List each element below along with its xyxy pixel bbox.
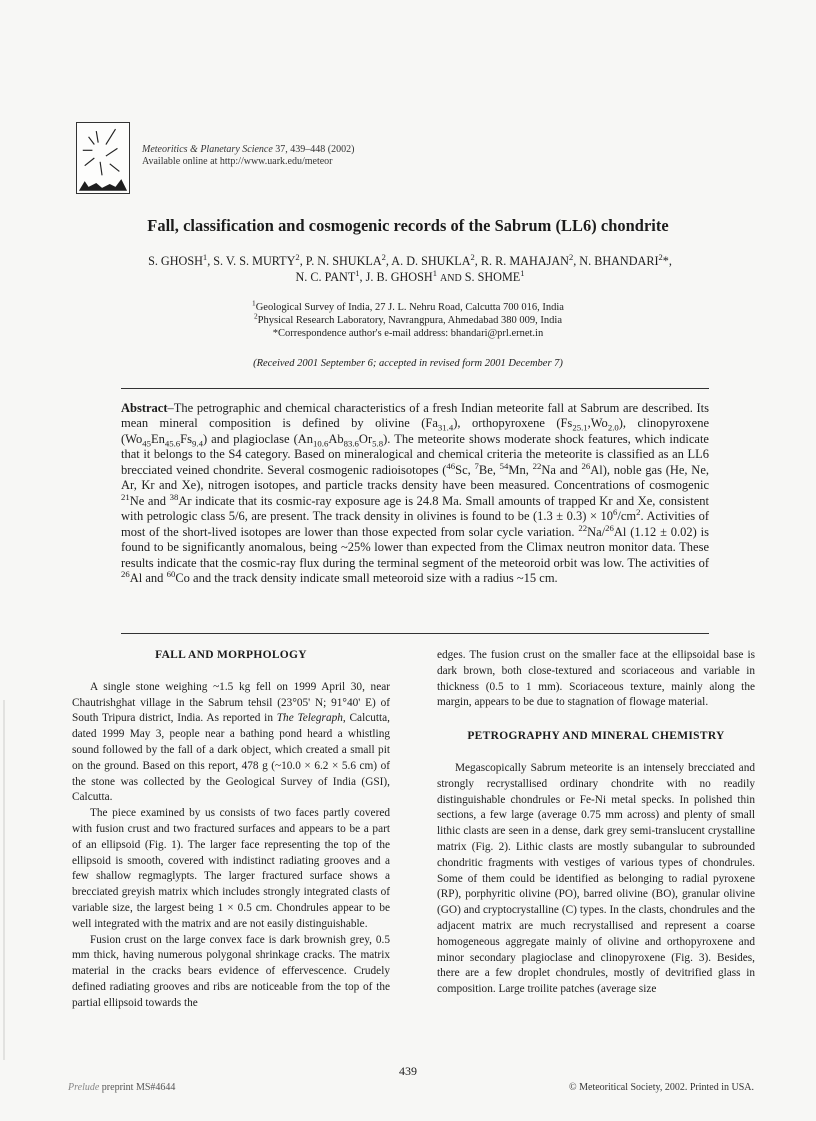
copyright-notice: © Meteoritical Society, 2002. Printed in USA. [569,1082,754,1093]
page-number: 439 [399,1064,417,1078]
journal-header [142,144,354,168]
paper-title: Fall, classification and cosmogenic records of the Sabrum (LL6) chondrite [147,216,669,235]
right-column [437,648,755,998]
received-dates: (Received 2001 September 6; accepted in revised form 2001 December 7) [253,358,563,369]
abstract [121,401,709,586]
paragraph: Megascopically Sabrum meteorite is an intensely brecciated and strongly recrystallised ordinary chondrite with no readily distinguishable chondrules or Fe-Ni metal specks. In polished thin sections, a few large (average 0.75 mm across) and plenty of small lithic clasts are seen in a dense, dark grey semi-translucent crystalline matrix (Fig. 2). Lithic clasts are mostly subangular to subrounded chondritic fragments with vestiges of various types of chondrules. Some of them could be identified as belonging to radial pyroxene (RP), porphyritic olivine (PO), barred olivine (BO), granular olivine (GO) and cryptocrystalline (C) types. In the clasts, chondrules and the adjacent matrix are much recrystallised and represent a coarse homogeneous aggregate mainly of olivine and orthopyroxene and minor secondary plagioclase and clinopyroxene (Fig. 3). Besides, there are a few droplet chondrules, mostly of devitrified glass in composition. Large troilite patches (average size [437,761,755,996]
section-heading-fall: FALL AND MORPHOLOGY [155,649,307,661]
paragraph: A single stone weighing ~1.5 kg fell on 1999 April 30, near Chautrishghat village in the Sabrum tehsil (23°05' N; 91°40' E) of South Tripura district, India. As reported in The Telegraph, Calcutta, dated 1999 May 3, people near a bathing pond heard a whistling sound followed by the fall of a dark object, which created a small pit on the ground. Based on this report, 478 g (~10.0 × 6.2 × 5.6 cm) of the stone was collected by the Geological Survey of India (GSI), Calcutta. [72,680,390,804]
paragraph: The piece examined by us consists of two faces partly covered with fusion crust and two fractured surfaces and appears to be a part of an ellipsoid (Fig. 1). The larger face representing the top of the ellipsoid is smooth, covered with indistinct radiating grooves and a few shallow regmaglypts. The larger fractured surface shows a brecciated greyish matrix which includes strongly integrated clasts of variable size, the largest being 1 × 0.5 cm. Chondrules appear to be well integrated with the matrix and are not easily distinguishable. [72,807,390,930]
journal-logo [76,122,130,194]
abstract-top-rule [121,388,709,389]
section-heading-petrography: PETROGRAPHY AND MINERAL CHEMISTRY [467,730,725,743]
journal-name: Meteoritics & Planetary Science [142,144,273,155]
affiliation-1: $^1$Geological Survey of India, 27 J. L. Nehru Road, Calcutta 700 016, India [252,298,564,313]
prelude-mark: Prelude [68,1082,100,1093]
abstract-label: Abstract [121,401,168,415]
journal-reference: 37, 439–448 (2002) [272,144,355,155]
journal-availability: Available online at http://www.uark.edu/meteor [142,156,333,167]
preprint-id: preprint MS#4644 [99,1082,176,1093]
preprint-label [68,1082,175,1093]
abstract-text: –The petrographic and chemical characteristics of a fresh Indian meteorite fall at Sabrum are described. Its mean mineral composition is defined by olivine $(Fa_{31.4})$, orthopyroxene $(Fs_{25.1},Wo_{2.0})$, clinopyroxene $(Wo_{45}En_{45.6}Fs_{9.4})$ and plagioclase $(An_{10.6}Ab_{83.6}Or_{5.8})$. The meteorite shows moderate shock features, which indicate that it belongs to the S4 category. Based on mineralogical and chemical criteria the meteorite is classified as an LL6 brecciated veined chondrite. Several cosmogenic radioisotopes ($^{46}$Sc, $^7$Be, $^{54}$Mn, $^{22}$Na and $^{26}$Al), noble gas (He, Ne, Ar, Kr and Xe), nitrogen isotopes, and particle tracks density have been measured. Concentrations of cosmogenic $^{21}$Ne and $^{38}$Ar indicate that its cosmic-ray exposure age is 24.8 Ma. Small amounts of trapped Kr and Xe, consistent with petrologic class 5/6, are present. The track density in olivines is found to be $(1.3 \pm 0.3) \times 10^6/cm^2$. Activities of most of the short-lived isotopes are lower than those expected from solar cycle variation. $^{22}$Na/$^{26}$Al (1.12 ± 0.02) is found to be significantly anomalous, being ~25% lower than expected from the Climax neutron monitor data. These results indicate that the cosmic-ray flux during the terminal segment of the meteoroid orbit was low. The activities of $^{26}$Al and $^{60}$Co and the track density indicate small meteoroid size with a radius ~15 cm. [121,401,709,585]
affiliations [0,298,816,341]
author-list: S. GHOSH$^1$, S. V. S. MURTY$^2$, P. N. SHUKLA$^2$, A. D. SHUKLA$^2$, R. R. MAHAJAN$^2$, N. BHANDARI$^2$*, N. C. PANT$^1$, J. B. GHOSH$^1$ AND S. SHOME$^1$ [148,251,672,284]
paragraph-continuation: edges. The fusion crust on the smaller face at the ellipsoidal base is dark brown, both close-textured and scoriaceous and variable in thickness (0.5 to 1 mm). Scoriaceous texture, mainly along the margin, appears to be due to stagnation of flowage material. [437,649,755,709]
scan-edge-mark [3,700,5,1060]
left-column [72,648,390,1012]
affiliation-2: $^2$Physical Research Laboratory, Navrangpura, Ahmedabad 380 009, India [254,311,562,327]
meteor-logo-icon [77,123,129,193]
abstract-bottom-rule [121,633,709,634]
correspondence-email: *Correspondence author's e-mail address: bhandari@prl.ernet.in [272,328,544,340]
paragraph: Fusion crust on the large convex face is dark brownish grey, 0.5 mm thick, having numerous polygonal shrinkage cracks. The matrix material in the cracks bears evidence of effervescence. Crudely defined radiating grooves and ribs are noticeable from the top of the partial ellipsoid towards the [72,933,390,1009]
